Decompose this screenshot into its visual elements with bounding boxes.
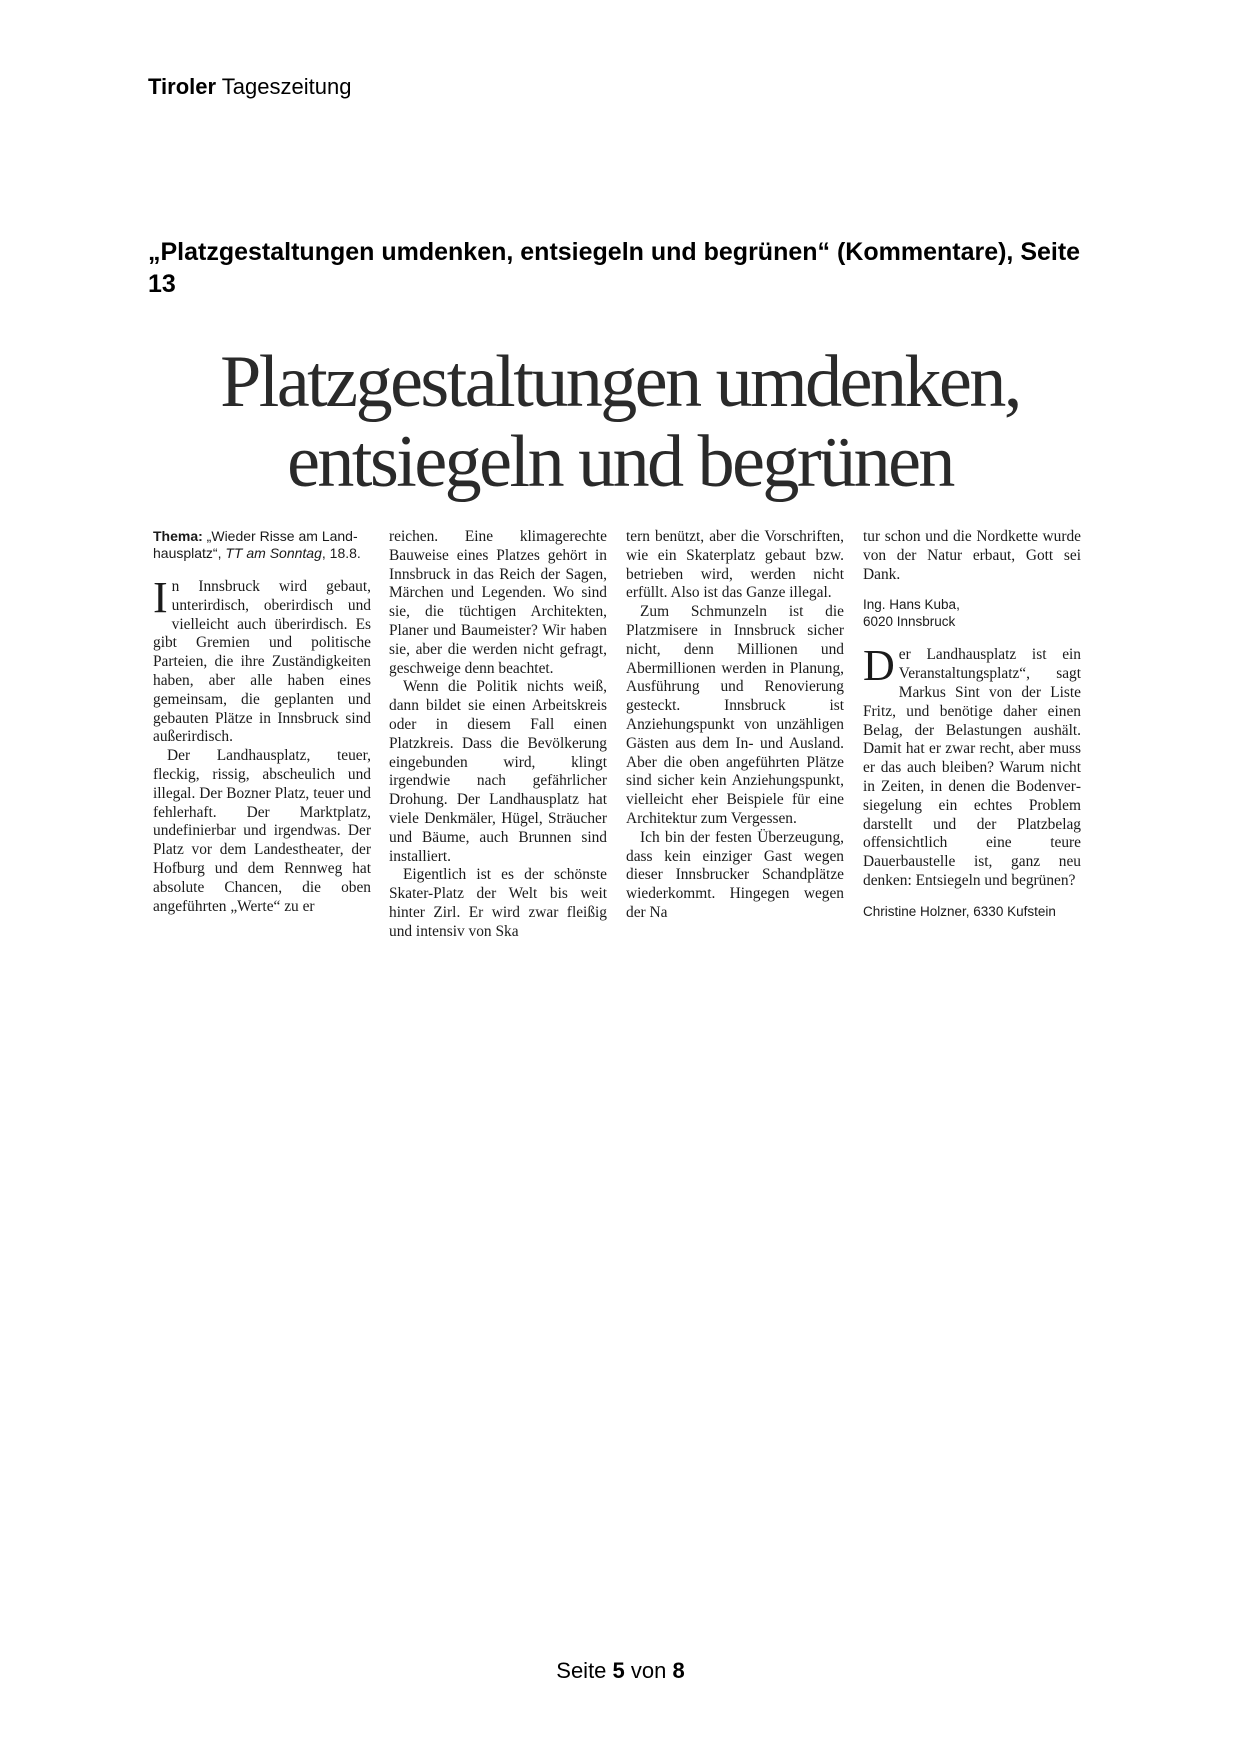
drop-cap: I [153, 573, 168, 622]
article-headline [150, 342, 1090, 502]
column-text-flow [626, 528, 844, 923]
thema-date: , 18.8. [321, 545, 361, 561]
publication-header [148, 74, 351, 100]
letter-paragraph: reichen. Eine klimagerechte Bauweise eines Platzes gehört in Innsbruck in das Reich der Sagen, Märchen und Legenden. Wo sind sie, die tüchtigen Architekten, Planer und Baumeister? Wir haben sie, aber die werden nicht gefragt, geschweige denn beachtet. [389, 528, 607, 677]
letter-paragraph: Eigentlich ist es der schönste Skater-Platz der Welt bis weit hinter Zirl. Er wird zwar fleißig und intensiv von Ska [389, 866, 607, 940]
letter-1-opening: In Innsbruck wird gebaut, unterirdisch, oberirdisch und vielleicht auch überirdisch. Es gibt Gremien und politische Parteien, die ihre Zuständigkeiten haben, aber alle haben eines gemeinsam, die geplanten und gebauten Plätze in Innsbruck sind außerirdisch. [153, 573, 371, 746]
page-footer-prefix: Seite [556, 1658, 613, 1683]
document-title: „Platzgestaltungen umdenken, entsiegeln und begrünen“ (Kommentare), Seite 13 [148, 238, 1081, 298]
drop-cap: D [863, 641, 895, 691]
letter-paragraph: tur schon und die Nordkette wurde von der Natur erbaut, Gott sei Dank. [863, 528, 1081, 583]
thema-label: Thema: [153, 528, 203, 544]
letter-paragraph: Zum Schmunzeln ist die Platzmisere in Innsbruck sicher nicht, denn Millionen und Abermillionen werden in Planung, Ausführung und Renovierung gesteckt. Innsbruck ist Anziehungspunkt von unzähligen Gästen aus dem In- und Ausland. Aber die oben angeführten Plätze sind sicher kein Anziehungspunkt, vielleicht eher Beispiele für eine Architektur zum Vergessen. [626, 603, 844, 827]
article-column-1 [153, 528, 371, 916]
publication-brand: Tiroler [148, 74, 217, 99]
headline-line-1: Platzgestaltungen umdenken, [220, 341, 1020, 423]
column-text-flow [863, 528, 1081, 920]
page-footer-middle: von [624, 1658, 673, 1683]
thema-reference [153, 528, 371, 562]
publication-brand-rest: Tageszeitung [216, 74, 352, 99]
column-text-flow [389, 528, 607, 942]
column-text-flow [153, 573, 371, 916]
page-footer [0, 1658, 1241, 1684]
newspaper-clipping [150, 342, 1090, 992]
letter-signature: Christine Holzner, 6330 Kufstein [863, 903, 1056, 919]
letter-2-opening: Der Landhausplatz ist ein Veranstaltungsplatz“, sagt Markus Sint von der Liste Fritz, und benötige daher einen Belag, der Belastungen aushält. Damit hat er zwar recht, aber muss er das auch bleiben? Warum nicht in Zeiten, in denen die Bodenversiegelung ein echtes Problem darstellt und der Platzbelag offensichtlich eine teure Dauerbaustelle ist, ganz neu denken: Entsiegeln und begrünen? [863, 641, 1081, 889]
letter-paragraph: Wenn die Politik nichts weiß, dann bildet sie einen Arbeitskreis oder in diesem Fall einen Platzkreis. Dass die Bevölkerung eingebunden wird, klingt irgendwie nach gefährlicher Drohung. Der Landhausplatz hat viele Denkmäler, Hügel, Sträucher und Bäume, auch Brunnen sind installiert. [389, 678, 607, 865]
letter-paragraph: Ich bin der festen Überzeugung, dass kein einziger Gast wegen dieser Innsbrucker Schandplätze wiederkommt. Hingegen wegen der Na [626, 828, 844, 921]
page-number: 5 [612, 1658, 625, 1683]
letter-signature: Ing. Hans Kuba, 6020 Innsbruck [863, 597, 960, 630]
letter-paragraph: Der Landhausplatz, teuer, fleckig, rissig, abscheulich und illegal. Der Bozner Platz, teuer und fehlerhaft. Der Marktplatz, undefinierbar und irgendwas. Der Platz vor dem Landestheater, der Hofburg und dem Rennweg hat absolute Chancen, die oben angeführten „Werte“ zu er [153, 747, 371, 915]
letter-paragraph: tern benützt, aber die Vorschriften, wie ein Skaterplatz gebaut bzw. betrieben wird, werden nicht erfüllt. Also ist das Ganze illegal. [626, 528, 844, 602]
article-column-2 [389, 528, 607, 942]
page-total: 8 [672, 1658, 685, 1683]
thema-source: TT am Sonntag [225, 545, 322, 561]
thema-text: „Wieder Risse am Landhausplatz“, [153, 528, 358, 561]
article-column-3 [626, 528, 844, 923]
article-column-4 [863, 528, 1081, 936]
headline-line-2: entsiegeln und begrünen [287, 421, 953, 503]
